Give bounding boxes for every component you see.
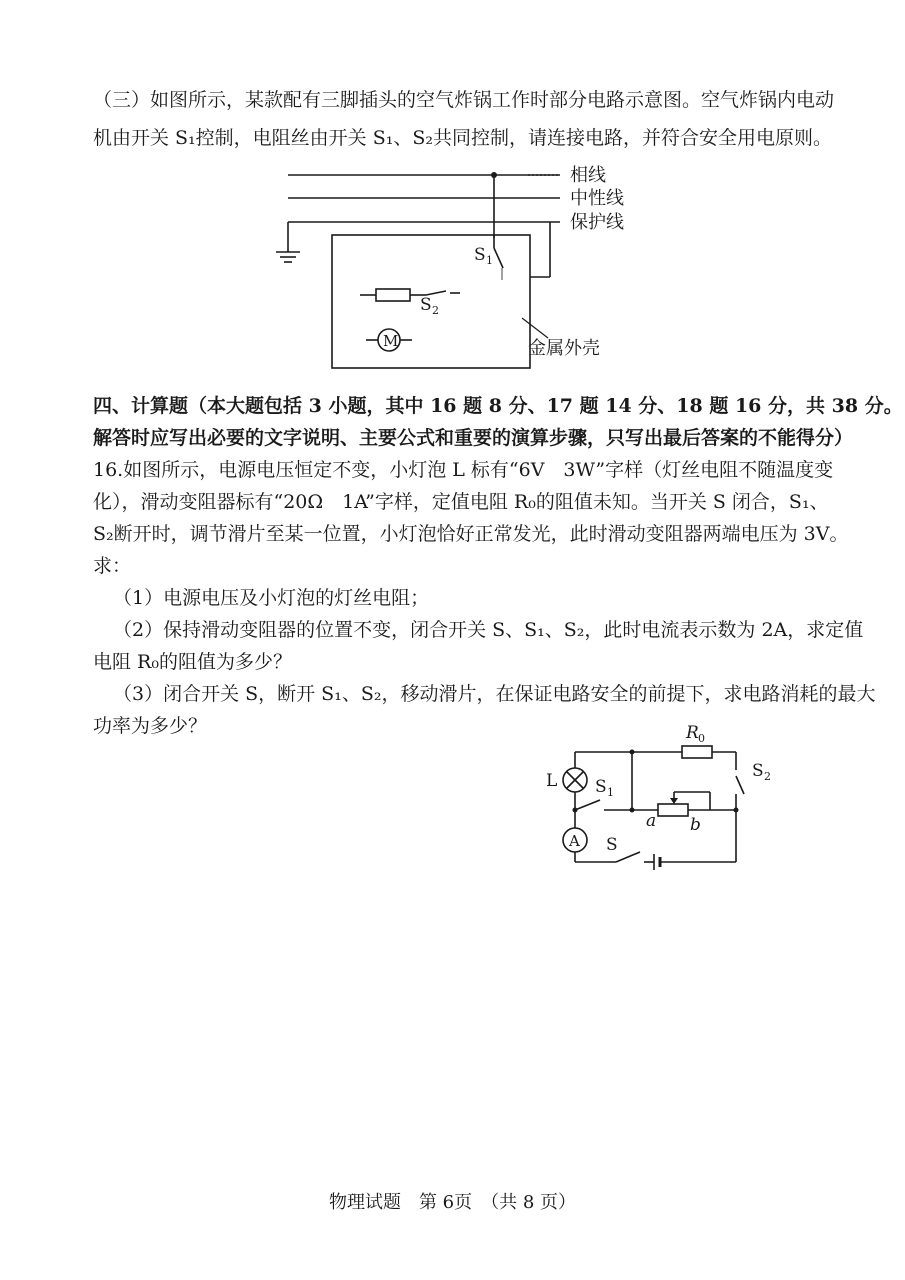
- part3-line2: 机由开关 S₁控制，电阻丝由开关 S₁、S₂共同控制，请连接电路，并符合安全用电原则。: [93, 127, 832, 149]
- s1-switch-label: S: [474, 245, 486, 265]
- q16-sub2-line1: （2）保持滑动变阻器的位置不变，闭合开关 S、S₁、S₂，此时电流表示数为 2A，求定值: [113, 619, 864, 641]
- live-wire-label: 相线: [570, 165, 606, 186]
- s2-switch-subscript: 2: [432, 304, 439, 317]
- lamp-rheostat-circuit-diagram: [540, 722, 810, 882]
- q16-sub2-line2: 电阻 R₀的阻值为多少？: [93, 651, 292, 673]
- metal-shell-label: 金属外壳: [528, 338, 600, 359]
- q16-sub1: （1）电源电压及小灯泡的灯丝电阻；: [113, 587, 430, 609]
- r0-subscript: 0: [698, 732, 705, 745]
- q16-line4: 求：: [93, 555, 132, 577]
- s2-subscript: 2: [764, 770, 771, 783]
- s2-switch-label: S: [420, 295, 432, 315]
- s2-label: S: [752, 761, 764, 781]
- s1-subscript: 1: [607, 786, 614, 799]
- ground-wire-label: 保护线: [570, 212, 624, 233]
- section4-instruction: 解答时应写出必要的文字说明、主要公式和重要的演算步骤，只写出最后答案的不能得分）: [93, 427, 854, 449]
- s1-label: S: [595, 777, 607, 797]
- page-footer: 物理试题 第 6页 （共 8 页）: [328, 1192, 577, 1213]
- q16-line1: 16.如图所示，电源电压恒定不变，小灯泡 L 标有“6V 3W”字样（灯丝电阻不随温度变: [93, 459, 834, 481]
- q16-line3: S₂断开时，调节滑片至某一位置，小灯泡恰好正常发光，此时滑动变阻器两端电压为 3V。: [93, 523, 849, 545]
- motor-symbol-label: M: [383, 332, 399, 350]
- terminal-b-label: b: [690, 815, 701, 835]
- section4-heading: 四、计算题（本大题包括 3 小题，其中 16 题 8 分、17 题 14 分、18 题 16 分，共 38 分。: [93, 395, 903, 417]
- terminal-a-label: a: [646, 811, 657, 831]
- s1-switch-subscript: 1: [486, 254, 493, 267]
- q16-sub3-line2: 功率为多少？: [93, 715, 208, 737]
- ammeter-symbol-label: A: [569, 832, 580, 850]
- air-fryer-circuit-diagram: [260, 160, 660, 380]
- q16-line2: 化），滑动变阻器标有“20Ω 1A”字样，定值电阻 R₀的阻值未知。当开关 S 闭合，S₁、: [93, 491, 829, 513]
- lamp-label: L: [546, 771, 558, 791]
- q16-sub3-line1: （3）闭合开关 S，断开 S₁、S₂，移动滑片，在保证电路安全的前提下，求电路消耗的最大: [113, 683, 876, 705]
- part3-line1: （三）如图所示，某款配有三脚插头的空气炸锅工作时部分电路示意图。空气炸锅内电动: [93, 89, 835, 111]
- neutral-wire-label: 中性线: [570, 188, 624, 209]
- main-switch-label: S: [606, 835, 618, 855]
- r0-label: R: [686, 723, 699, 743]
